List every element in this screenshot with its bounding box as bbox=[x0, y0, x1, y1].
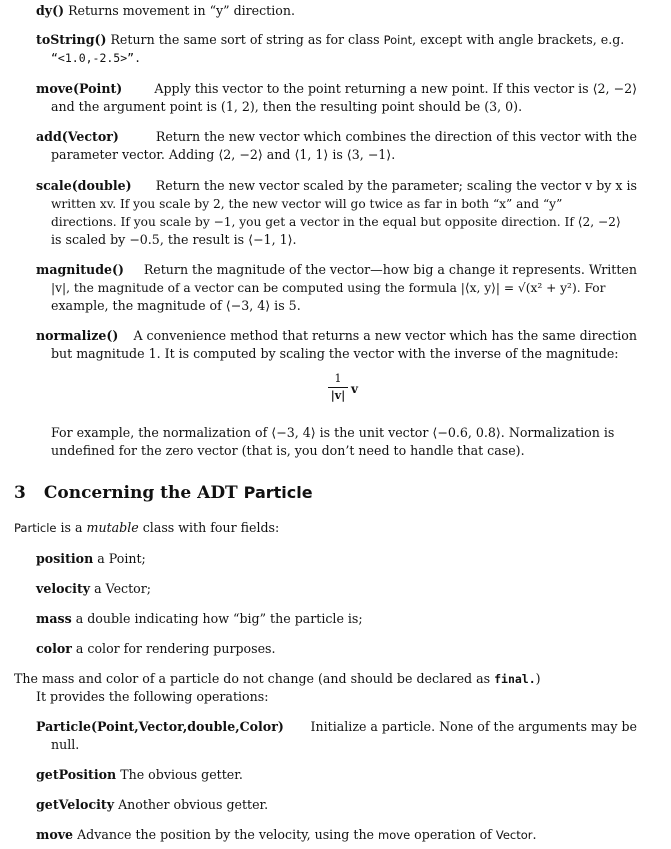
ops-intro: It provides the following operations: bbox=[36, 689, 269, 704]
move-point-line2: and the argument point is (1, 2), then the resulting point should be (3, 0). bbox=[51, 99, 523, 114]
field-desc: a Vector; bbox=[94, 581, 151, 596]
desc-dy: Returns movement in “y” direction. bbox=[68, 3, 295, 18]
constructor-line1: Initialize a particle. None of the arguments may be bbox=[310, 719, 637, 734]
desc-getvelocity: Another obvious getter. bbox=[118, 797, 269, 812]
scale-line1: Return the new vector scaled by the parameter; scaling the vector v by x is bbox=[155, 178, 637, 193]
particle-intro bbox=[14, 519, 279, 537]
add-vector-line2: parameter vector. Adding ⟨2, −2⟩ and ⟨1, 1⟩ is ⟨3, −1⟩. bbox=[51, 147, 396, 162]
field-name: mass bbox=[36, 611, 72, 626]
normalize-example-2: undefined for the zero vector (that is, you don’t need to handle that case). bbox=[51, 443, 525, 458]
field-name: velocity bbox=[36, 581, 91, 596]
fraction-vector: v bbox=[351, 382, 358, 396]
scale-line4: is scaled by −0.5, the result is ⟨−1, 1⟩. bbox=[51, 232, 297, 247]
magnitude-line2: |v|, the magnitude of a vector can be computed using the formula |⟨x, y⟩| = √(x² + y²). For bbox=[51, 281, 606, 295]
field-name: color bbox=[36, 641, 72, 656]
move-op-ref: move bbox=[378, 828, 411, 842]
term-scale: scale(double) bbox=[36, 178, 132, 193]
field-desc: a color for rendering purposes. bbox=[75, 641, 276, 656]
term-normalize: normalize() bbox=[36, 328, 119, 343]
desc-getposition: The obvious getter. bbox=[120, 767, 243, 782]
op-move bbox=[36, 826, 537, 844]
fraction-numerator: 1 bbox=[334, 372, 342, 385]
magnitude-line3: example, the magnitude of ⟨−3, 4⟩ is 5. bbox=[51, 298, 301, 313]
op-constructor bbox=[36, 718, 637, 736]
term-magnitude: magnitude() bbox=[36, 262, 124, 277]
op-getposition bbox=[36, 766, 243, 784]
normalize-example-1-text: For example, the normalization of ⟨−3, 4⟩ is the unit vector ⟨−0.6, 0.8⟩. Normalization is bbox=[51, 425, 615, 440]
section-heading bbox=[14, 483, 313, 503]
normalize-formula bbox=[328, 372, 348, 403]
entry-scale bbox=[36, 177, 637, 195]
normalize-example-1 bbox=[51, 424, 637, 442]
fraction-bar bbox=[328, 387, 348, 388]
term-move: move bbox=[36, 827, 74, 842]
entry-magnitude bbox=[36, 261, 637, 279]
desc-tostring: Return the same sort of string as for class bbox=[110, 32, 380, 47]
desc-move-end: . bbox=[532, 827, 537, 842]
field-velocity bbox=[36, 580, 151, 598]
point-class-ref: Point bbox=[383, 33, 413, 47]
field-color bbox=[36, 640, 276, 658]
intro-italic: mutable bbox=[86, 520, 139, 535]
final-note-text: The mass and color of a particle do not change (and should be declared as bbox=[14, 671, 491, 686]
term-tostring: toString() bbox=[36, 32, 107, 47]
constructor-line2: null. bbox=[51, 737, 80, 752]
final-keyword: final. bbox=[494, 672, 536, 686]
section-number: 3 bbox=[14, 483, 26, 503]
tostring-example: “<1.0,-2.5>”. bbox=[51, 51, 142, 65]
term-getvelocity: getVelocity bbox=[36, 797, 115, 812]
magnitude-line1: Return the magnitude of the vector—how big a change it represents. Written bbox=[143, 262, 637, 277]
scale-line3: directions. If you scale by −1, you get a vector in the equal but opposite direction. If ⟨2, −2⟩ bbox=[51, 215, 621, 229]
entry-dy bbox=[36, 2, 295, 20]
normalize-line2: but magnitude 1. It is computed by scaling the vector with the inverse of the magnitude: bbox=[51, 346, 619, 361]
term-getposition: getPosition bbox=[36, 767, 117, 782]
intro-class: Particle bbox=[14, 521, 57, 535]
term-move-point: move(Point) bbox=[36, 81, 123, 96]
desc-move-2: operation of bbox=[414, 827, 492, 842]
entry-move-point bbox=[36, 80, 637, 98]
fraction-denominator: |v| bbox=[330, 389, 346, 402]
section-title-class: Particle bbox=[243, 483, 313, 502]
term-constructor: Particle(Point,Vector,double,Color) bbox=[36, 719, 284, 734]
field-desc: a Point; bbox=[97, 551, 146, 566]
op-getvelocity bbox=[36, 796, 268, 814]
final-note bbox=[14, 670, 541, 688]
move-point-line1: Apply this vector to the point returning a new point. If this vector is ⟨2, −2⟩ bbox=[154, 81, 637, 96]
entry-tostring bbox=[36, 31, 624, 49]
field-mass bbox=[36, 610, 363, 628]
final-note-end: ) bbox=[535, 671, 541, 686]
add-vector-line1: Return the new vector which combines the direction of this vector with the bbox=[155, 129, 637, 144]
entry-add-vector bbox=[36, 128, 637, 146]
field-position bbox=[36, 550, 146, 568]
term-add-vector: add(Vector) bbox=[36, 129, 119, 144]
desc-tostring-2: , except with angle brackets, e.g. bbox=[412, 32, 625, 47]
scale-line2: written xv. If you scale by 2, the new vector will go twice as far in both “x” and “y” bbox=[51, 197, 563, 211]
field-name: position bbox=[36, 551, 94, 566]
normalize-line1: A convenience method that returns a new vector which has the same direction bbox=[133, 328, 637, 343]
field-desc: a double indicating how “big” the particle is; bbox=[75, 611, 363, 626]
section-title-prefix: Concerning the ADT bbox=[43, 483, 238, 503]
intro-mid: is a bbox=[60, 520, 83, 535]
intro-end: class with four fields: bbox=[142, 520, 280, 535]
entry-normalize bbox=[36, 327, 637, 345]
term-dy: dy() bbox=[36, 3, 65, 18]
desc-move: Advance the position by the velocity, using the bbox=[77, 827, 375, 842]
vector-class-ref: Vector bbox=[495, 828, 533, 842]
